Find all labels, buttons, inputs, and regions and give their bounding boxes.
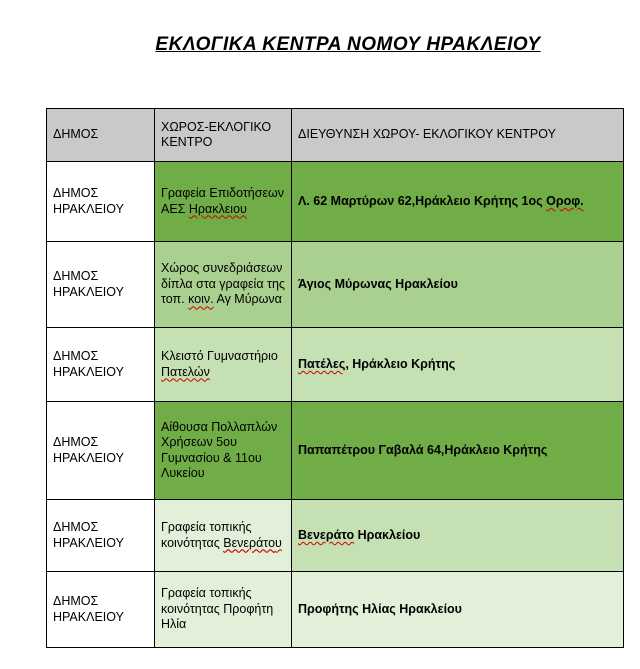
- table-row: [47, 242, 624, 328]
- cell-dimos: ΔΗΜΟΣ ΗΡΑΚΛΕΙΟΥ: [47, 328, 155, 402]
- spellcheck-mark: Ηρακλειου: [188, 201, 247, 216]
- table-row: [47, 328, 624, 402]
- spellcheck-mark: Πατέλες: [298, 356, 346, 371]
- table-row: [47, 572, 624, 648]
- header-dieuthynsi: ΔΙΕΥΘΥΝΣΗ ΧΩΡΟΥ- ΕΚΛΟΓΙΚΟΥ ΚΕΝΤΡΟΥ: [292, 109, 624, 162]
- cell-dimos: ΔΗΜΟΣ ΗΡΑΚΛΕΙΟΥ: [47, 242, 155, 328]
- document-title: ΕΚΛΟΓΙΚΑ ΚΕΝΤΡΑ ΝΟΜΟΥ ΗΡΑΚΛΕΙΟΥ: [155, 34, 541, 55]
- cell-dieuthynsi: Πατέλες, Ηράκλειο Κρήτης: [292, 328, 624, 402]
- header-xoros: ΧΩΡΟΣ-ΕΚΛΟΓΙΚΟ ΚΕΝΤΡΟ: [155, 109, 292, 162]
- cell-dieuthynsi: Λ. 62 Μαρτύρων 62,Ηράκλειο Κρήτης 1ος Οροφ.: [292, 162, 624, 242]
- cell-dieuthynsi: Προφήτης Ηλίας Ηρακλείου: [292, 572, 624, 648]
- cell-xoros: Γραφεία τοπικής κοινότητας Προφήτη Ηλία: [155, 572, 292, 648]
- table-row: [47, 162, 624, 242]
- cell-dieuthynsi: Παπαπέτρου Γαβαλά 64,Ηράκλειο Κρήτης: [292, 402, 624, 500]
- table-row: [47, 500, 624, 572]
- cell-xoros: Κλειστό Γυμναστήριο Πατελών: [155, 328, 292, 402]
- header-dimos: ΔΗΜΟΣ: [47, 109, 155, 162]
- table-header-row: [47, 109, 624, 162]
- cell-dieuthynsi: Βενεράτο Ηρακλείου: [292, 500, 624, 572]
- cell-dimos: ΔΗΜΟΣ ΗΡΑΚΛΕΙΟΥ: [47, 162, 155, 242]
- table-row: [47, 402, 624, 500]
- spellcheck-mark: Πατελών: [161, 364, 210, 379]
- electoral-centers-table: [46, 108, 624, 648]
- cell-xoros: Γραφεία Επιδοτήσεων ΑΕΣ Ηρακλειου: [155, 162, 292, 242]
- spellcheck-mark: Βενεράτο: [223, 535, 276, 550]
- cell-dieuthynsi: Άγιος Μύρωνας Ηρακλείου: [292, 242, 624, 328]
- spellcheck-mark: κοιν.: [188, 292, 214, 307]
- cell-dimos: ΔΗΜΟΣ ΗΡΑΚΛΕΙΟΥ: [47, 572, 155, 648]
- spellcheck-mark: Οροφ.: [546, 193, 584, 208]
- cell-xoros: Αίθουσα Πολλαπλών Χρήσεων 5ου Γυμνασίου & 11ου Λυκείου: [155, 402, 292, 500]
- spellcheck-mark: Βενεράτου: [223, 535, 282, 550]
- cell-dimos: ΔΗΜΟΣ ΗΡΑΚΛΕΙΟΥ: [47, 402, 155, 500]
- cell-dimos: ΔΗΜΟΣ ΗΡΑΚΛΕΙΟΥ: [47, 500, 155, 572]
- cell-xoros: Γραφεία τοπικής κοινότητας Βενεράτου: [155, 500, 292, 572]
- cell-xoros: Χώρος συνεδριάσεων δίπλα στα γραφεία της τοπ. κοιν. Αγ Μύρωνα: [155, 242, 292, 328]
- spellcheck-mark: Βενεράτο: [298, 527, 355, 542]
